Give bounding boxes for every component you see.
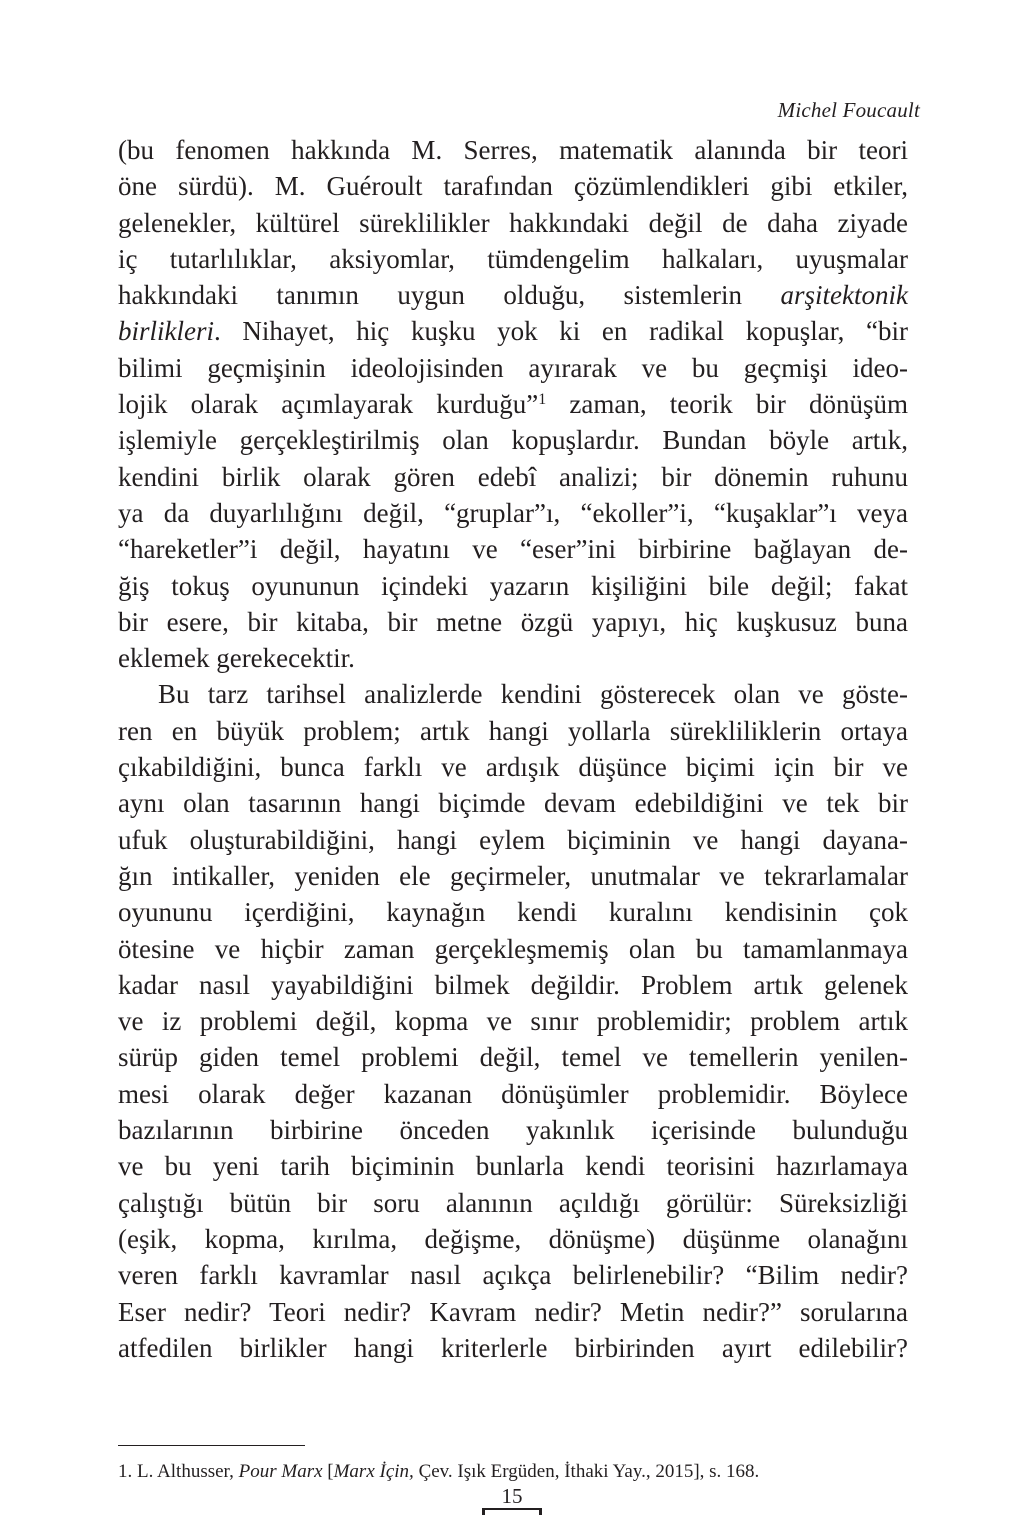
text-segment: . Nihayet, hiç kuşku yok ki en radikal kopuşlar, “bir bbox=[214, 316, 908, 347]
text-line: aynı olan tasarının hangi biçimde devam edebildiğini ve tek bir bbox=[118, 788, 908, 819]
text-line: işlemiyle gerçekleştirilmiş olan kopuşlardır. Bundan böyle artık, bbox=[118, 425, 908, 456]
text-line: bir esere, bir kitaba, bir metne özgü yapıyı, hiç kuşkusuz buna bbox=[118, 606, 908, 637]
text-line: sürüp giden temel problemi değil, temel ve temellerin yenilen- bbox=[118, 1042, 908, 1073]
text-line: çalıştığı bütün bir soru alanının açıldığı görülür: Süreksizliği bbox=[118, 1187, 908, 1218]
footnote-divider bbox=[118, 1445, 305, 1446]
paragraph bbox=[118, 132, 908, 676]
text-line: mesi olarak değer kazanan dönüşümler problemidir. Böylece bbox=[118, 1078, 908, 1109]
text-segment: lojik olarak açımlayarak kurduğu” bbox=[118, 389, 539, 420]
body-text bbox=[118, 132, 908, 1366]
footnote-title-tr: Marx İçin, bbox=[333, 1461, 414, 1482]
text-line: öne sürdü). M. Guéroult tarafından çözümlendikleri gibi etkiler, bbox=[118, 171, 908, 202]
text-segment: hakkındaki tanımın uygun olduğu, sistemlerin bbox=[118, 280, 781, 311]
text-line: iç tutarlılıklar, aksiyomlar, tümdengelim halkaları, uyuşmalar bbox=[118, 243, 908, 274]
text-line: kadar nasıl yayabildiğini bilmek değildir. Problem artık gelenek bbox=[118, 969, 908, 1000]
text-line: gelenekler, kültürel süreklilikler hakkındaki değil de daha ziyade bbox=[118, 207, 908, 238]
running-header-author: Michel Foucault bbox=[777, 98, 920, 122]
paragraph bbox=[118, 676, 908, 1366]
text-line: (eşik, kopma, kırılma, değişme, dönüşme) düşünme olanağını bbox=[118, 1223, 908, 1254]
italic-term: arşitektonik bbox=[780, 280, 908, 311]
page-number: 15 bbox=[501, 1484, 523, 1508]
footnote-text: [ bbox=[322, 1461, 334, 1482]
text-line: çıkabildiğini, bunca farklı ve ardışık düşünce biçimi için bir ve bbox=[118, 752, 908, 783]
text-line bbox=[118, 313, 908, 349]
text-line: ve iz problemi değil, kopma ve sınır problemidir; problem artık bbox=[118, 1006, 908, 1037]
footnote bbox=[118, 1459, 908, 1485]
text-line: kendini birlik olarak gören edebî analizi; bir dönemin ruhunu bbox=[118, 461, 908, 492]
text-line: oyununu içerdiğini, kaynağın kendi kuralını kendisinin çok bbox=[118, 897, 908, 928]
italic-term: birlikleri bbox=[118, 316, 214, 347]
footnote-title-fr: Pour Marx bbox=[238, 1461, 323, 1482]
text-line: “hareketler”i değil, hayatını ve “eser”ini birbirine bağlayan de- bbox=[118, 534, 908, 565]
text-line: Bu tarz tarihsel analizlerde kendini gösterecek olan ve göste- bbox=[158, 679, 908, 710]
text-line bbox=[118, 386, 908, 422]
text-line: bazılarının birbirine önceden yakınlık içerisinde bulunduğu bbox=[118, 1115, 908, 1146]
footnote-text: 1. L. Althusser, bbox=[118, 1461, 239, 1482]
text-line: ötesine ve hiçbir zaman gerçekleşmemiş olan bu tamamlanmaya bbox=[118, 933, 908, 964]
text-line: veren farklı kavramlar nasıl açıkça belirlenebilir? “Bilim nedir? bbox=[118, 1260, 908, 1291]
text-line: atfedilen birlikler hangi kriterlerle birbirinden ayırt edilebilir? bbox=[118, 1332, 908, 1363]
text-line: ufuk oluşturabildiğini, hangi eylem biçiminin ve hangi dayana- bbox=[118, 824, 908, 855]
text-line bbox=[118, 277, 908, 313]
text-line: bilimi geçmişinin ideolojisinden ayırarak ve bu geçmişi ideo- bbox=[118, 352, 908, 383]
footnote-text: Çev. Işık Ergüden, İthaki Yay., 2015], s. 168. bbox=[413, 1461, 760, 1482]
text-line: ğiş tokuş oyununun içindeki yazarın kişiliğini bile değil; fakat bbox=[118, 570, 908, 601]
page-number-ornament bbox=[482, 1508, 542, 1514]
text-line: ve bu yeni tarih biçiminin bunlarla kendi teorisini hazırlamaya bbox=[118, 1151, 908, 1182]
text-line: ya da duyarlılığını değil, “gruplar”ı, “ekoller”i, “kuşaklar”ı veya bbox=[118, 497, 908, 528]
footnote-reference: 1 bbox=[538, 391, 547, 409]
text-segment: zaman, teorik bir dönüşüm bbox=[546, 389, 908, 420]
text-line: (bu fenomen hakkında M. Serres, matematik alanında bir teori bbox=[118, 135, 908, 165]
text-line: eklemek gerekecektir. bbox=[118, 643, 355, 674]
text-line: ğın intikaller, yeniden ele geçirmeler, unutmalar ve tekrarlamalar bbox=[118, 860, 908, 891]
text-line: Eser nedir? Teori nedir? Kavram nedir? Metin nedir?” sorularına bbox=[118, 1296, 908, 1327]
text-line: ren en büyük problem; artık hangi yollarla sürekliliklerin ortaya bbox=[118, 715, 908, 746]
